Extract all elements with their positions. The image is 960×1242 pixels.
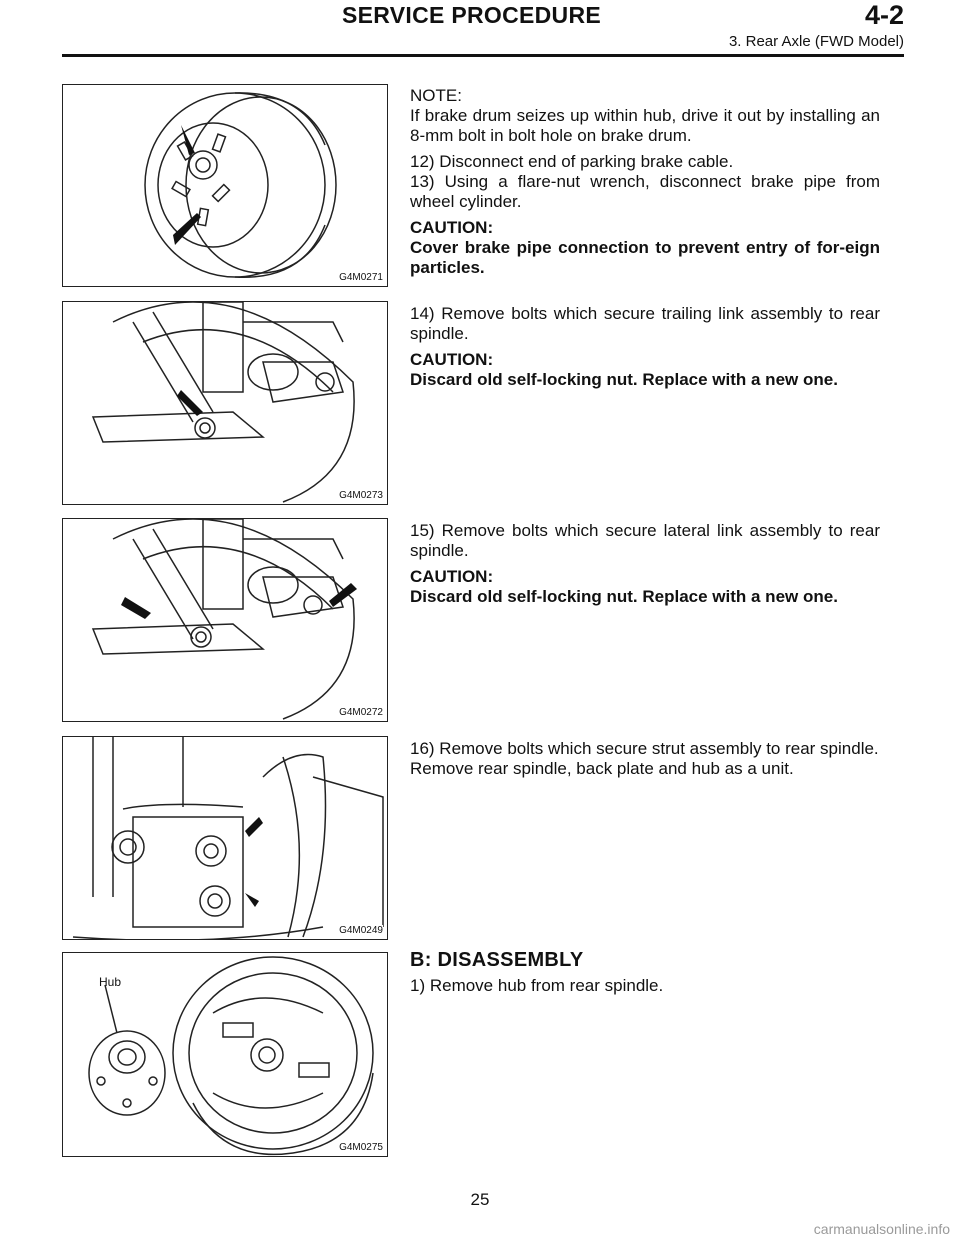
step-14: 14) Remove bolts which secure trailing link assembly to rear spindle.	[410, 304, 880, 343]
watermark-link[interactable]: carmanualsonline.info	[813, 1221, 950, 1237]
figure-lateral-link	[62, 518, 388, 722]
text-block-1	[410, 86, 880, 284]
caution-heading: CAUTION:	[410, 350, 494, 369]
step-12: 12) Disconnect end of parking brake cable.	[410, 152, 734, 171]
figure-label: G4M0273	[339, 490, 383, 501]
section-heading: B: DISASSEMBLY	[410, 949, 584, 971]
strut-bolts-illustration	[63, 737, 388, 940]
header-subtitle: 3. Rear Axle (FWD Model)	[728, 33, 904, 50]
figure-label: G4M0272	[339, 707, 383, 718]
figure-hub	[62, 952, 388, 1157]
page-header	[62, 0, 904, 60]
figure-trailing-link	[62, 301, 388, 505]
step-16: 16) Remove bolts which secure strut assembly to rear spindle.	[410, 739, 879, 758]
step-13: 13) Using a flare-nut wrench, disconnect brake pipe from wheel cylinder.	[410, 172, 880, 211]
figure-brake-drum	[62, 84, 388, 287]
text-block-2	[410, 304, 880, 396]
caution-heading: CAUTION:	[410, 218, 494, 237]
figure-strut-bolts	[62, 736, 388, 940]
figure-label: G4M0275	[339, 1142, 383, 1153]
caution-heading: CAUTION:	[410, 567, 494, 586]
figure-label: G4M0271	[339, 272, 383, 283]
header-rule	[62, 54, 904, 57]
text-block-3	[410, 521, 880, 613]
step-1: 1) Remove hub from rear spindle.	[410, 976, 664, 995]
step-15: 15) Remove bolts which secure lateral link assembly to rear spindle.	[410, 521, 880, 560]
trailing-link-illustration	[63, 302, 388, 505]
note-heading: NOTE:	[410, 86, 462, 105]
lateral-link-illustration	[63, 519, 388, 722]
text-block-5	[410, 950, 880, 1002]
caution-body: Discard old self-locking nut. Replace with a new one.	[410, 587, 838, 606]
header-title: SERVICE PROCEDURE	[342, 2, 602, 28]
header-section-number: 4-2	[864, 0, 904, 30]
page-number: 25	[470, 1190, 490, 1209]
note-body: If brake drum seizes up within hub, drive it out by installing an 8-mm bolt in bolt hole on brake drum.	[410, 106, 880, 145]
caution-body: Cover brake pipe connection to prevent entry of for-eign particles.	[410, 238, 880, 277]
brake-drum-illustration	[63, 85, 388, 287]
text-block-4	[410, 739, 880, 785]
caution-body: Discard old self-locking nut. Replace with a new one.	[410, 370, 838, 389]
step-16-continued: Remove rear spindle, back plate and hub as a unit.	[410, 759, 794, 778]
hub-callout-label: Hub	[99, 975, 122, 989]
figure-label: G4M0249	[339, 925, 383, 936]
